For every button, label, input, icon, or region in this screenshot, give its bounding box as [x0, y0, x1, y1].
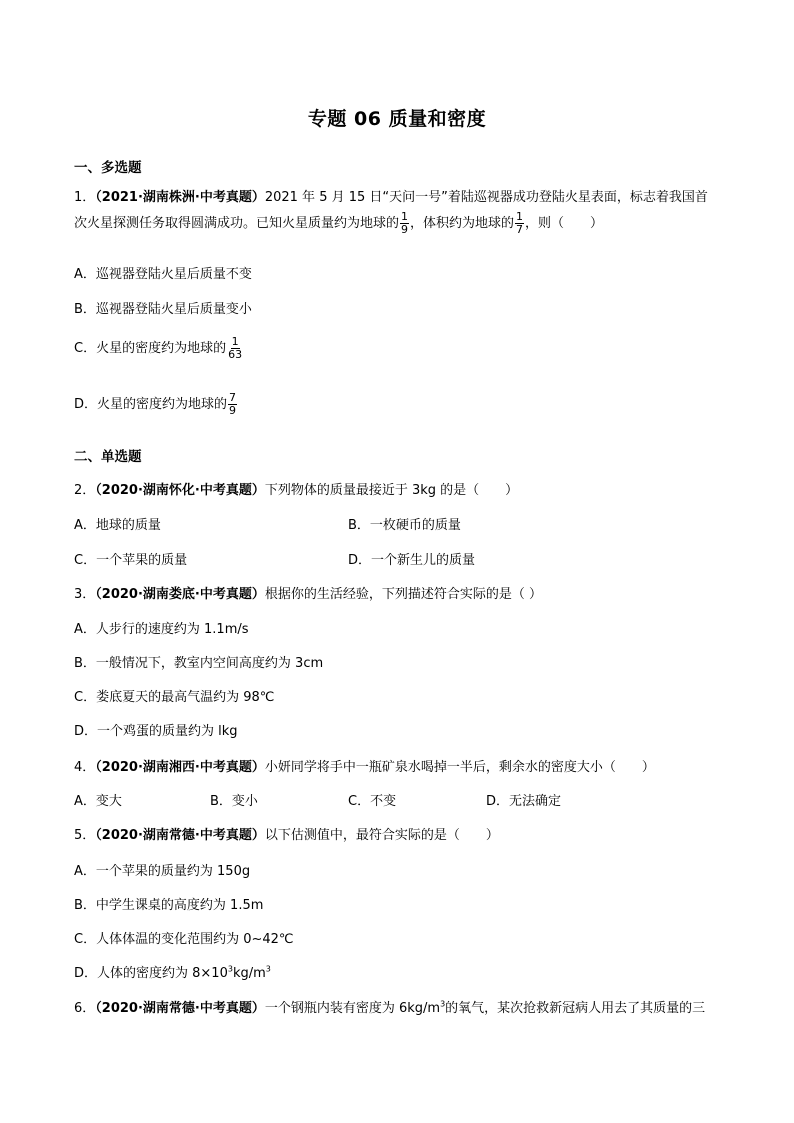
question-source: （2020·湖南娄底·中考真题）: [95, 587, 265, 602]
question-source: （2020·湖南常德·中考真题）: [95, 828, 265, 843]
fraction-denominator: 9: [229, 404, 237, 417]
question-1-line-1: [74, 186, 708, 205]
q3-option-b: B．一般情况下，教室内空间高度约为 3cm: [74, 656, 324, 671]
question-text: 次火星探测任务取得圆满成功。已知火星质量约为地球的: [74, 216, 400, 231]
fraction-numerator: 1: [401, 210, 409, 223]
question-4: [74, 756, 655, 775]
question-text: ，体积约为地球的: [410, 216, 515, 231]
q1-option-c: [74, 336, 244, 361]
q3-option-c: C．娄底夏天的最高气温约为 98℃: [74, 690, 275, 705]
superscript: 3: [440, 999, 446, 1009]
section-heading-multi-choice: 一、多选题: [74, 160, 142, 176]
page-title: 专题 06 质量和密度: [307, 108, 487, 130]
fraction-denominator: 9: [401, 223, 409, 236]
question-number: 6．: [74, 1001, 96, 1016]
question-text: ，则（ ）: [525, 216, 604, 231]
question-1-line-2: [74, 211, 603, 236]
fraction: [228, 392, 237, 417]
q1-option-d: [74, 392, 238, 417]
question-text: 的氧气，某次抢救新冠病人用去了其质量的三: [445, 1001, 706, 1016]
fraction: [227, 336, 243, 361]
question-text: 小妍同学将手中一瓶矿泉水喝掉一半后，剩余水的密度大小（ ）: [264, 760, 655, 775]
question-number: 2．: [74, 483, 96, 498]
question-text: 以下估测值中，最符合实际的是（ ）: [264, 828, 499, 843]
option-text: D．火星的密度约为地球的: [74, 397, 228, 412]
q2-option-b: B．一枚硬币的质量: [348, 518, 461, 533]
superscript: 3: [265, 964, 271, 974]
question-text: 一个钢瓶内装有密度为 6kg/m: [264, 1001, 441, 1016]
question-number: 5．: [74, 828, 96, 843]
fraction: [515, 211, 524, 236]
q2-option-d: D．一个新生儿的质量: [348, 553, 476, 568]
question-5: [74, 824, 499, 843]
question-number: 1．: [74, 190, 96, 205]
fraction-denominator: 7: [516, 223, 524, 236]
question-source: （2020·湖南湘西·中考真题）: [95, 760, 265, 775]
q4-option-a: A．变大: [74, 794, 122, 809]
fraction-numerator: 1: [516, 210, 524, 223]
q5-option-a: A．一个苹果的质量约为 150g: [74, 864, 251, 879]
question-text: 下列物体的质量最接近于 3kg 的是（ ）: [264, 483, 519, 498]
q4-option-b: B．变小: [210, 794, 258, 809]
fraction-denominator: 63: [228, 348, 243, 361]
fraction-numerator: 1: [231, 335, 239, 348]
q3-option-a: A．人步行的速度约为 1.1m/s: [74, 622, 249, 637]
question-text: 根据你的生活经验，下列描述符合实际的是（ ）: [264, 587, 542, 602]
q5-option-d: [74, 962, 271, 981]
q5-option-c: C．人体体温的变化范围约为 0~42℃: [74, 932, 294, 947]
option-text: kg/m: [232, 966, 266, 981]
q1-option-a: A．巡视器登陆火星后质量不变: [74, 267, 252, 282]
q4-option-d: D．无法确定: [486, 794, 562, 809]
q4-option-c: C．不变: [348, 794, 397, 809]
q3-option-d: D．一个鸡蛋的质量约为 lkg: [74, 724, 238, 739]
option-text: C．火星的密度约为地球的: [74, 341, 227, 356]
question-source: （2020·湖南常德·中考真题）: [95, 1001, 265, 1016]
q1-option-b: B．巡视器登陆火星后质量变小: [74, 302, 252, 317]
question-3: [74, 583, 542, 602]
superscript: 3: [227, 964, 233, 974]
fraction: [400, 211, 409, 236]
q2-option-c: C．一个苹果的质量: [74, 553, 188, 568]
question-text: 2021 年 5 月 15 日“天问一号”着陆巡视器成功登陆火星表面，标志着我国首: [264, 190, 708, 205]
question-source: （2021·湖南株洲·中考真题）: [95, 190, 265, 205]
q2-option-a: A．地球的质量: [74, 518, 161, 533]
question-2: [74, 479, 518, 498]
question-6: [74, 997, 705, 1016]
option-text: D．人体的密度约为 8×10: [74, 966, 228, 981]
question-number: 3．: [74, 587, 96, 602]
question-source: （2020·湖南怀化·中考真题）: [95, 483, 265, 498]
section-heading-single-choice: 二、单选题: [74, 449, 142, 465]
question-number: 4．: [74, 760, 96, 775]
q5-option-b: B．中学生课桌的高度约为 1.5m: [74, 898, 264, 913]
fraction-numerator: 7: [229, 391, 237, 404]
